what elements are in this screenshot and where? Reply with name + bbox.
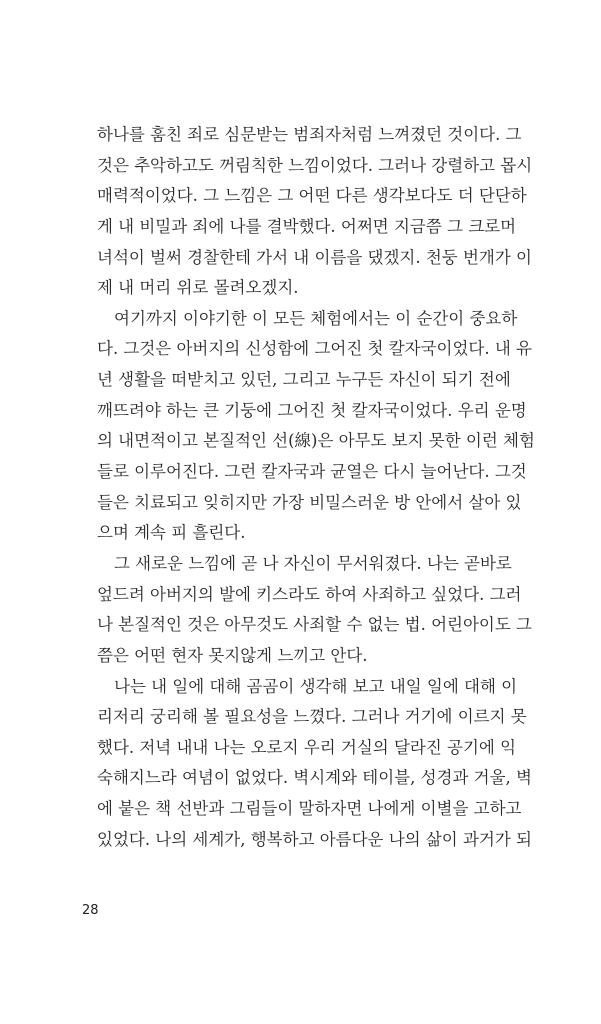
text-line: 년 생활을 떠받치고 있던, 그리고 누구든 자신이 되기 전에	[97, 370, 511, 390]
text-line: 들은 치료되고 잊히지만 가장 비밀스러운 방 안에서 살아 있	[97, 492, 522, 512]
text-line: 숙해지느라 여념이 없었다. 벽시계와 테이블, 성경과 거울, 벽	[97, 768, 532, 788]
text-line: 게 내 비밀과 죄에 나를 결박했다. 어쩌면 지금쯤 그 크로머	[97, 216, 517, 236]
paragraph-start-line: 여기까지 이야기한 이 모든 체험에서는 이 순간이 중요하	[114, 308, 518, 328]
text-line: 있었다. 나의 세계가, 행복하고 아름다운 나의 삶이 과거가 되	[97, 829, 532, 849]
text-line: 나 본질적인 것은 아무것도 사죄할 수 없는 법. 어린아이도 그	[97, 615, 532, 635]
paragraph-start-line: 그 새로운 느낌에 곧 나 자신이 무서워졌다. 나는 곧바로	[114, 553, 512, 573]
text-line: 것은 추악하고도 꺼림칙한 느낌이었다. 그러나 강렬하고 몹시	[97, 155, 533, 175]
text-line: 쯤은 어떤 현자 못지않게 느끼고 안다.	[97, 645, 368, 665]
text-line: 제 내 머리 위로 몰려오겠지.	[97, 278, 299, 298]
text-line: 녀석이 벌써 경찰한테 가서 내 이름을 댔겠지. 천둥 번개가 이	[97, 247, 532, 267]
text-line: 들로 이루어진다. 그런 칼자국과 균열은 다시 늘어난다. 그것	[97, 462, 527, 482]
text-line: 리저리 궁리해 볼 필요성을 느꼈다. 그러나 거기에 이르지 못	[97, 707, 527, 727]
page-number: 28	[82, 903, 99, 918]
paragraph-start-line: 나는 내 일에 대해 곰곰이 생각해 보고 내일 일에 대해 이	[114, 676, 518, 696]
text-line: 하나를 훔친 죄로 심문받는 범죄자처럼 느껴졌던 것이다. 그	[97, 125, 522, 144]
text-line: 에 붙은 책 선반과 그림들이 말하자면 나에게 이별을 고하고	[97, 799, 522, 819]
text-line: 했다. 저녁 내내 나는 오로지 우리 거실의 달라진 공기에 익	[97, 737, 517, 757]
text-line: 으며 계속 피 흘린다.	[97, 523, 246, 543]
text-line: 다. 그것은 아버지의 신성함에 그어진 첫 칼자국이었다. 내 유	[97, 339, 532, 359]
text-line: 깨뜨려야 하는 큰 기둥에 그어진 첫 칼자국이었다. 우리 운명	[97, 400, 527, 420]
body-text	[97, 120, 535, 855]
text-line: 매력적이었다. 그 느낌은 그 어떤 다른 생각보다도 더 단단하	[97, 186, 527, 206]
text-line: 엎드려 아버지의 발에 키스라도 하여 사죄하고 싶었다. 그러	[97, 584, 522, 604]
text-line: 의 내면적이고 본질적인 선(線)은 아무도 보지 못한 이런 체험	[97, 431, 535, 451]
